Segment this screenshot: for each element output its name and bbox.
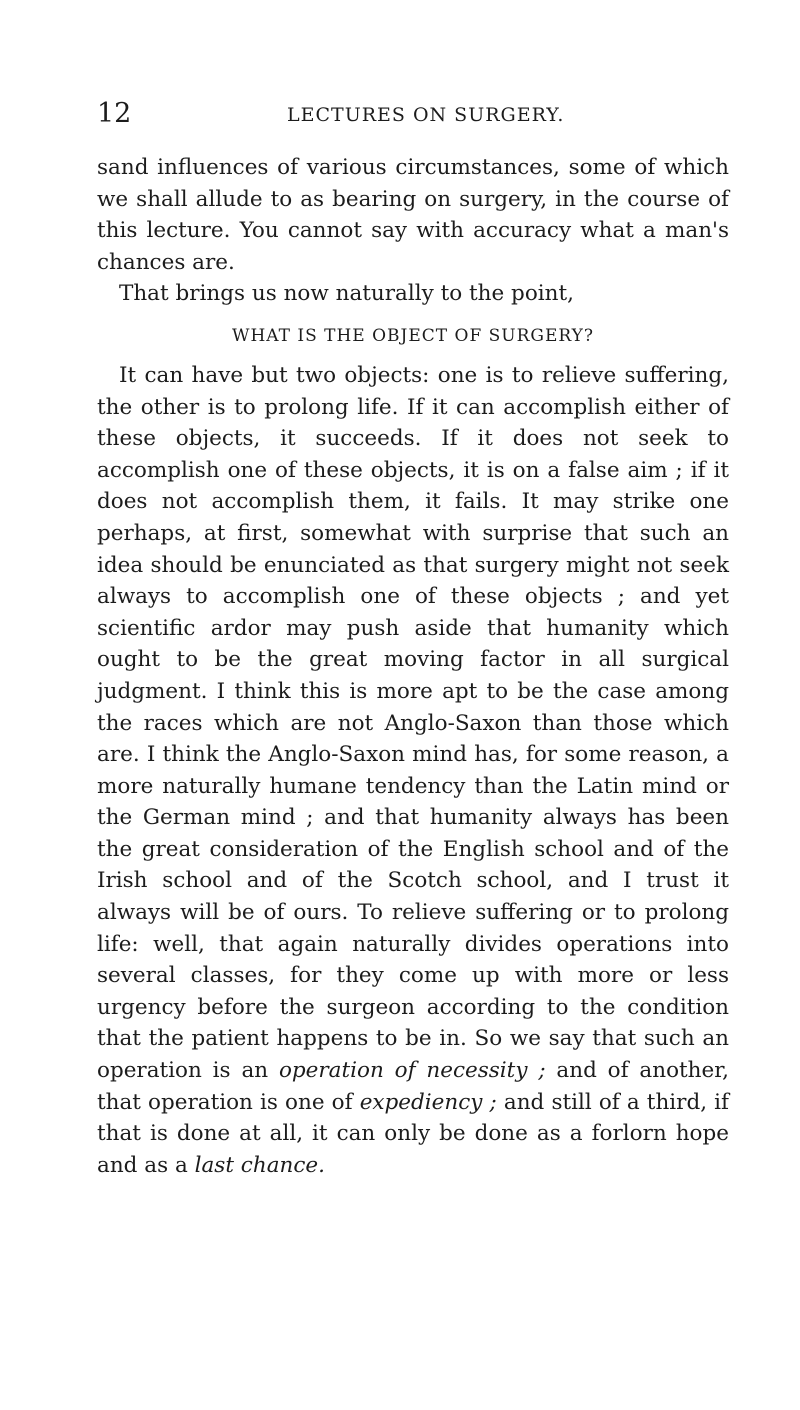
section-heading: WHAT IS THE OBJECT OF SURGERY?	[231, 325, 595, 346]
paragraph-transition: That brings us now naturally to the point,	[119, 281, 574, 307]
paragraph-continued: sand influences of various circumstances, some of which we shall allude to as bearing on surgery, in the course of this lecture. You cannot say with accuracy what a man's chances are.	[97, 155, 729, 275]
running-title: LECTURES ON SURGERY.	[287, 104, 565, 126]
paragraph-main-text: It can have but two objects: one is to relieve suffering, the other is to prolong life. If it can accomplish either of these objects, it succeeds. If it does not seek to accomplish one of these objects, it is on a false aim ; if it does not accomplish them, it fails. It may strike one perhaps, at first, somewhat with surprise that such an idea should be enunciated as that surgery might not seek always to accomplish one of these objects ; and yet scientific ardor may push aside that humanity which ought to be the great moving factor in all surgical judgment. I think this is more apt to be the case among the races which are not Anglo-Saxon than those which are. I think the Anglo-Saxon mind has, for some reason, a more naturally humane tendency than the Latin mind or the German mind ; and that humanity always has been the great consideration of the English school and of the Irish school and of the Scotch school, and I trust it always will be of ours. To relieve suffering or to prolong life: well, that again naturally divides operations into several classes, for they come up with more or less urgency before the surgeon according to the condition that the patient happens to be in. So we say that such an operation is an	[97, 362, 729, 1084]
body-text	[97, 152, 729, 1181]
italic-phrase-expediency: expediency ;	[359, 1089, 497, 1115]
paragraph-main	[97, 360, 729, 1181]
paragraph-main-continued: and of another, that operation is one of	[97, 1058, 730, 1115]
italic-phrase-necessity: operation of necessity ;	[278, 1058, 546, 1084]
paragraph-main-continued-2: and still of a third, if that is done at all, it can only be done as a forlorn hope and as a	[97, 1089, 729, 1178]
running-head	[97, 96, 729, 132]
page-number: 12	[97, 98, 132, 129]
italic-phrase-last-chance: last chance.	[194, 1152, 325, 1178]
